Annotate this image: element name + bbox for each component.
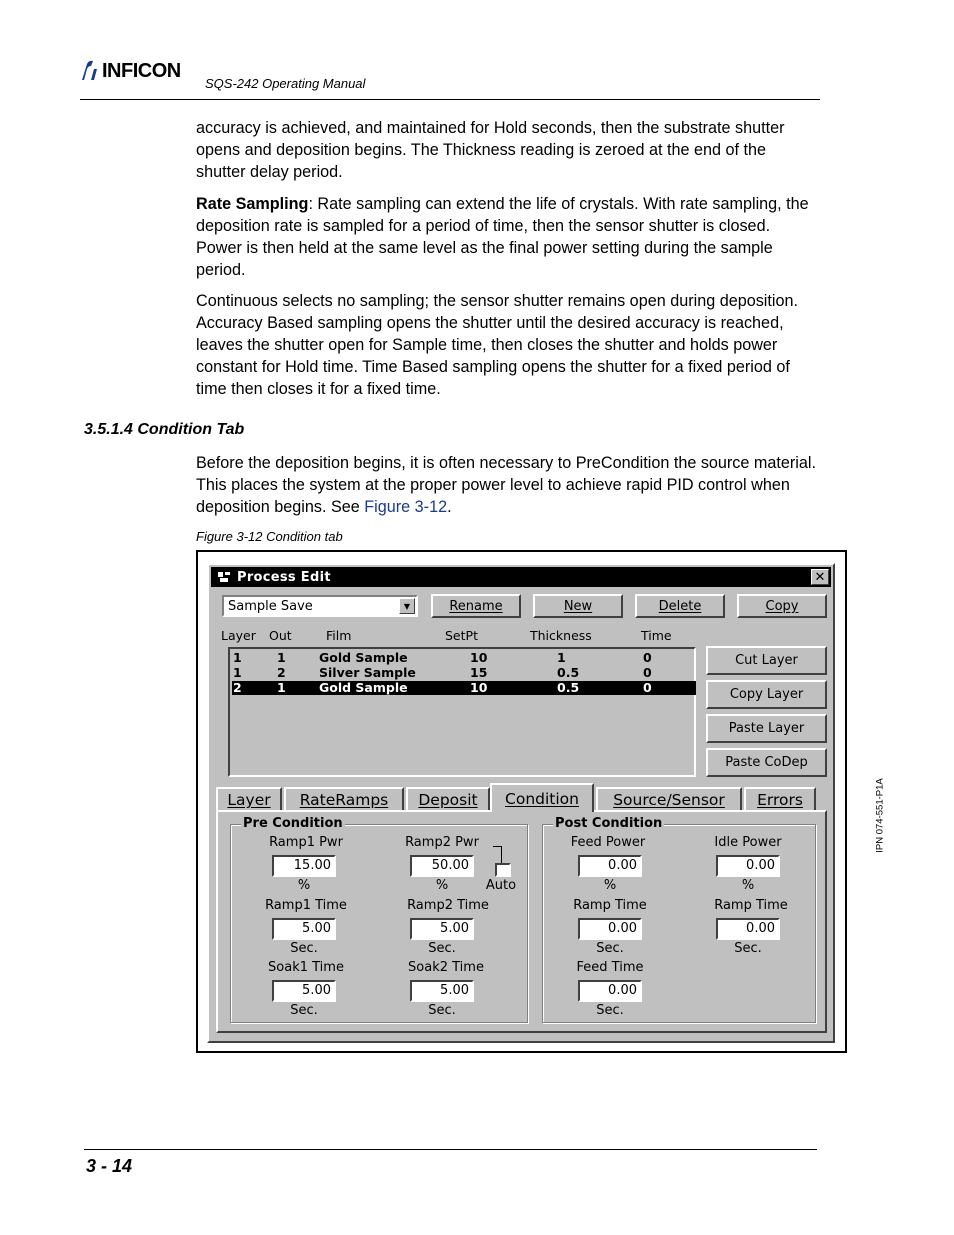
row-time: 0 xyxy=(643,680,652,695)
rename-button[interactable]: Rename xyxy=(431,594,521,618)
auto-label: Auto xyxy=(485,878,517,893)
rate-sampling-text: : Rate sampling can extend the life of crystals. With rate sampling, the deposition rate is sampled for a period of time, then the sensor shutter is closed. Power is then held at the same level as the final power setting during the sample period. xyxy=(196,195,809,279)
process-select[interactable] xyxy=(222,595,418,617)
soak1-time-label: Soak1 Time xyxy=(268,960,344,975)
section-heading: 3.5.1.4 Condition Tab xyxy=(84,421,245,438)
tab-errors-label: Errors xyxy=(757,791,803,809)
delete-button[interactable]: Delete xyxy=(635,594,725,618)
condition-panel xyxy=(216,810,827,1033)
figure-link[interactable]: Figure 3-12 xyxy=(364,498,448,516)
ramp1-pwr-input[interactable]: 15.00 xyxy=(272,855,336,877)
row-out: 2 xyxy=(277,665,286,680)
inficon-logo xyxy=(80,60,181,82)
close-icon: ✕ xyxy=(814,569,826,585)
row-thickness: 0.5 xyxy=(557,680,580,695)
ramp-time-2-input[interactable]: 0.00 xyxy=(716,918,780,940)
tab-strip xyxy=(216,783,828,811)
feed-time-unit: Sec. xyxy=(596,1003,624,1018)
row-layer: 2 xyxy=(233,680,242,695)
tab-condition-label: Condition xyxy=(505,789,579,808)
tab-condition[interactable] xyxy=(490,783,594,812)
ipn-code: IPN 074-551-P1A xyxy=(874,778,886,853)
ramp1-time-label: Ramp1 Time xyxy=(265,898,347,913)
row-out: 1 xyxy=(277,650,286,665)
row-thickness: 1 xyxy=(557,650,566,665)
ramp1-pwr-unit: % xyxy=(297,878,311,893)
ramp1-time-unit: Sec. xyxy=(290,941,318,956)
col-header-thickness: Thickness xyxy=(530,628,592,643)
process-select-value: Sample Save xyxy=(228,598,313,614)
tab-deposit-label: Deposit xyxy=(418,791,478,809)
tab-layer[interactable] xyxy=(216,787,282,811)
header-rule xyxy=(80,99,820,100)
ramp2-time-unit: Sec. xyxy=(428,941,456,956)
col-header-out: Out xyxy=(269,628,292,643)
window-title: Process Edit xyxy=(237,569,331,585)
tab-rateramps[interactable] xyxy=(284,787,404,811)
ramp1-time-input[interactable]: 5.00 xyxy=(272,918,336,940)
feed-power-label: Feed Power xyxy=(570,835,646,850)
ramp2-pwr-input[interactable]: 50.00 xyxy=(410,855,474,877)
copy-button[interactable]: Copy xyxy=(737,594,827,618)
figure-caption: Figure 3-12 Condition tab xyxy=(196,529,343,544)
row-layer: 1 xyxy=(233,665,242,680)
idle-power-input[interactable]: 0.00 xyxy=(716,855,780,877)
row-film: Gold Sample xyxy=(319,680,408,695)
soak2-time-input[interactable]: 5.00 xyxy=(410,980,474,1002)
paragraph-continuous: Continuous selects no sampling; the sensor shutter remains open during deposition. Accuracy Based sampling opens the shutter until the desired accuracy is reached, leaves the shutter open for Sample time, then closes the shutter and holds power constant for Hold time. Time Based sampling opens the shutter for a fixed period of time then closes it for a fixed time. xyxy=(196,292,798,398)
rate-sampling-term: Rate Sampling xyxy=(196,195,309,213)
idle-power-label: Idle Power xyxy=(714,835,782,850)
ramp2-pwr-unit: % xyxy=(435,878,449,893)
layer-row[interactable] xyxy=(232,666,696,680)
pre-condition-label: Pre Condition xyxy=(243,816,343,831)
paragraph-shutter-delay: accuracy is achieved, and maintained for Hold seconds, then the substrate shutter opens and deposition begins. The Thickness reading is zeroed at the end of the shutter delay period. xyxy=(196,119,785,181)
paragraph-precondition xyxy=(196,452,816,518)
cut-layer-button[interactable]: Cut Layer xyxy=(706,646,827,675)
page-number: 3 - 14 xyxy=(86,1156,133,1176)
col-header-layer: Layer xyxy=(221,628,256,643)
paste-layer-button[interactable]: Paste Layer xyxy=(706,714,827,743)
feed-power-input[interactable]: 0.00 xyxy=(578,855,642,877)
copy-layer-button[interactable]: Copy Layer xyxy=(706,680,827,709)
row-time: 0 xyxy=(643,650,652,665)
row-time: 0 xyxy=(643,665,652,680)
soak2-time-label: Soak2 Time xyxy=(408,960,484,975)
close-button[interactable] xyxy=(811,569,829,585)
title-bar[interactable] xyxy=(211,567,831,587)
feed-time-input[interactable]: 0.00 xyxy=(578,980,642,1002)
col-header-film: Film xyxy=(326,628,352,643)
manual-title: SQS-242 Operating Manual xyxy=(205,76,366,91)
inficon-logo-icon xyxy=(80,60,100,82)
tab-rateramps-label: RateRamps xyxy=(299,791,389,809)
new-button[interactable]: New xyxy=(533,594,623,618)
row-setpt: 10 xyxy=(470,650,488,665)
footer-rule xyxy=(84,1149,817,1150)
row-film: Gold Sample xyxy=(319,650,408,665)
precondition-end: . xyxy=(447,498,452,516)
pre-condition-group xyxy=(230,816,528,1023)
layer-row[interactable] xyxy=(232,651,696,665)
ramp-time-2-label: Ramp Time xyxy=(714,898,788,913)
soak1-time-input[interactable]: 5.00 xyxy=(272,980,336,1002)
ramp1-pwr-label: Ramp1 Pwr xyxy=(269,835,343,850)
ramp-time-input[interactable]: 0.00 xyxy=(578,918,642,940)
col-header-time: Time xyxy=(641,628,672,643)
row-layer: 1 xyxy=(233,650,242,665)
col-header-setpt: SetPt xyxy=(445,628,478,643)
row-setpt: 15 xyxy=(470,665,488,680)
soak1-time-unit: Sec. xyxy=(290,1003,318,1018)
ramp-time-2-unit: Sec. xyxy=(734,941,762,956)
auto-bracket xyxy=(493,846,502,864)
logo-text: INFICON xyxy=(102,59,181,82)
app-icon xyxy=(217,570,231,584)
paragraph-rate-sampling xyxy=(196,193,816,281)
tab-errors[interactable] xyxy=(744,787,816,811)
ramp2-time-input[interactable]: 5.00 xyxy=(410,918,474,940)
auto-checkbox[interactable] xyxy=(495,863,511,877)
precondition-text: Before the deposition begins, it is often necessary to PreCondition the source material. This places the system at the proper power level to achieve rapid PID control when deposition begins. See xyxy=(196,454,816,516)
row-out: 1 xyxy=(277,680,286,695)
post-condition-label: Post Condition xyxy=(555,816,663,831)
tab-layer-label: Layer xyxy=(227,791,271,809)
post-condition-group xyxy=(542,816,816,1023)
figure-frame xyxy=(196,550,847,1053)
feed-time-label: Feed Time xyxy=(576,960,644,975)
tab-source-sensor[interactable] xyxy=(596,787,742,811)
paste-codep-button[interactable]: Paste CoDep xyxy=(706,748,827,777)
soak2-time-unit: Sec. xyxy=(428,1003,456,1018)
tab-deposit[interactable] xyxy=(406,787,490,811)
layer-row-selected[interactable] xyxy=(232,681,696,695)
ramp2-pwr-label: Ramp2 Pwr xyxy=(405,835,479,850)
row-film: Silver Sample xyxy=(319,665,416,680)
ramp2-time-label: Ramp2 Time xyxy=(407,898,489,913)
process-edit-window xyxy=(207,563,835,1043)
layer-list[interactable] xyxy=(228,647,696,777)
dropdown-arrow-icon[interactable]: ▼ xyxy=(399,598,415,614)
row-thickness: 0.5 xyxy=(557,665,580,680)
row-setpt: 10 xyxy=(470,680,488,695)
ramp-time-unit: Sec. xyxy=(596,941,624,956)
ramp-time-label: Ramp Time xyxy=(573,898,647,913)
feed-power-unit: % xyxy=(603,878,617,893)
idle-power-unit: % xyxy=(741,878,755,893)
tab-source-sensor-label: Source/Sensor xyxy=(613,791,725,809)
